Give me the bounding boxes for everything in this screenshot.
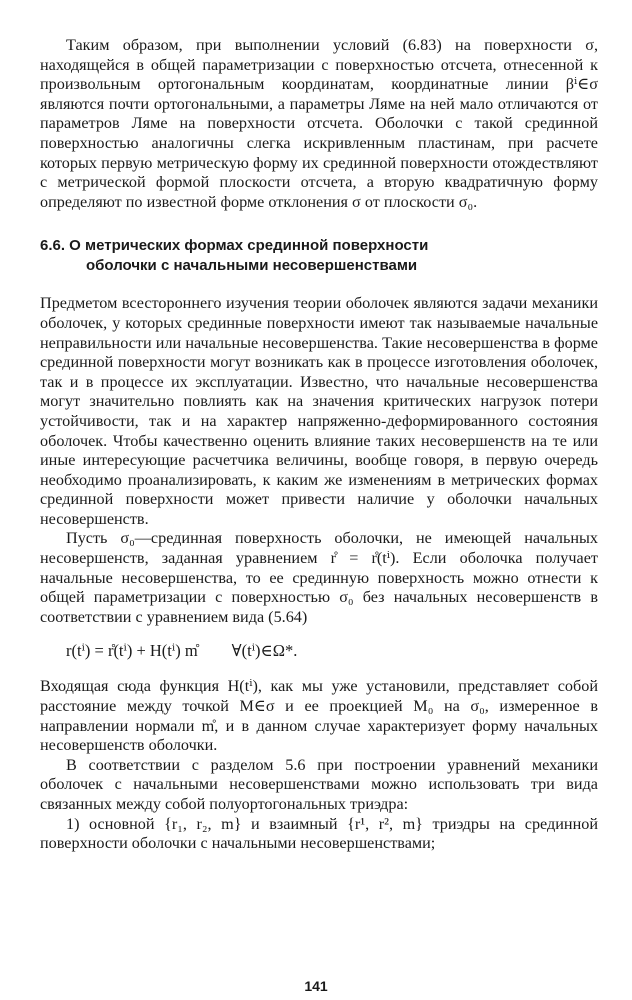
- page-number: 141: [304, 978, 328, 994]
- section-heading-line-1: 6.6. О метрических формах срединной поверхности: [40, 237, 429, 255]
- paragraph-orthogonality: Таким образом, при выполнении условий (6.83) на поверхности σ, находящейся в общей параметризации с поверхностью отсчета, отнесенной к произвольным ортогональным координатам, координатные линии βⁱ∈σ являются почти ортогональными, а параметры Ляме на ней мало отличаются от параметров Ляме на поверхности отсчета. Оболочки с такой срединной поверхностью аналогичны слегка искривленным пластинам, при расчете которых первую метрическую форму их срединной поверхности отождествляют с метрической формой плоскости отсчета, а вторую квадратичную форму определяют по известной форме отклонения σ от плоскости σ₀.: [40, 36, 598, 211]
- section-heading: [40, 236, 598, 276]
- equation-right: ∀(tⁱ)∈Ω*.: [231, 641, 298, 661]
- paragraph-subject: Предметом всестороннего изучения теории оболочек являются задачи механики оболочек, у которых срединные поверхности имеют так называемые начальные неправильности или начальные несовершенства. Такие несовершенства в форме срединной поверхности могут возникать как в процессе изготовления оболочек, так и в процессе их эксплуатации. Известно, что начальные несовершенства могут значительно повлиять как на значения критических нагрузок потери устойчивости, так и на характер напряженно-деформированного состояния оболочек. Чтобы качественно оценить влияние таких несовершенств на те или иные интересующие расчетчика величины, вообще говоря, в первую очередь необходимо проанализировать, к каким же изменениям в метрических формах срединной поверхности может привести наличие у оболочки начальных несовершенств.: [40, 294, 598, 528]
- paragraph-let-sigma: Пусть σ₀—срединная поверхность оболочки, не имеющей начальных несовершенств, заданная уравнением r̊ = r̊(tⁱ). Если оболочка получает начальные несовершенства, то ее срединную поверхность можно отнести к общей параметризации с поверхностью σ₀ без начальных несовершенств в соответствии с уравнением вида (5.64): [40, 529, 598, 626]
- paragraph-function-h: Входящая сюда функция H(tⁱ), как мы уже установили, представляет собой расстояние между точкой M∈σ и ее проекцией M₀ на σ₀, измеренное в направлении нормали m̊, и в данном случае характеризует форму начальных несовершенств оболочки.: [40, 677, 598, 755]
- paragraph-triads: В соответствии с разделом 5.6 при построении уравнений механики оболочек с начальными несовершенствами можно использовать три вида связанных между собой полуортогональных триэдра:: [40, 755, 598, 813]
- paragraph-basic-triad: 1) основной {r₁, r₂, m} и взаимный {r¹, r², m} триэдры на срединной поверхности оболочки с начальными несовершенствами;: [40, 814, 598, 853]
- equation-left: r(tⁱ) = r̊(tⁱ) + H(tⁱ) m̊: [66, 641, 198, 661]
- page-body: [40, 36, 598, 854]
- equation: [66, 641, 598, 661]
- section-heading-line-2: оболочки с начальными несовершенствами: [86, 257, 418, 275]
